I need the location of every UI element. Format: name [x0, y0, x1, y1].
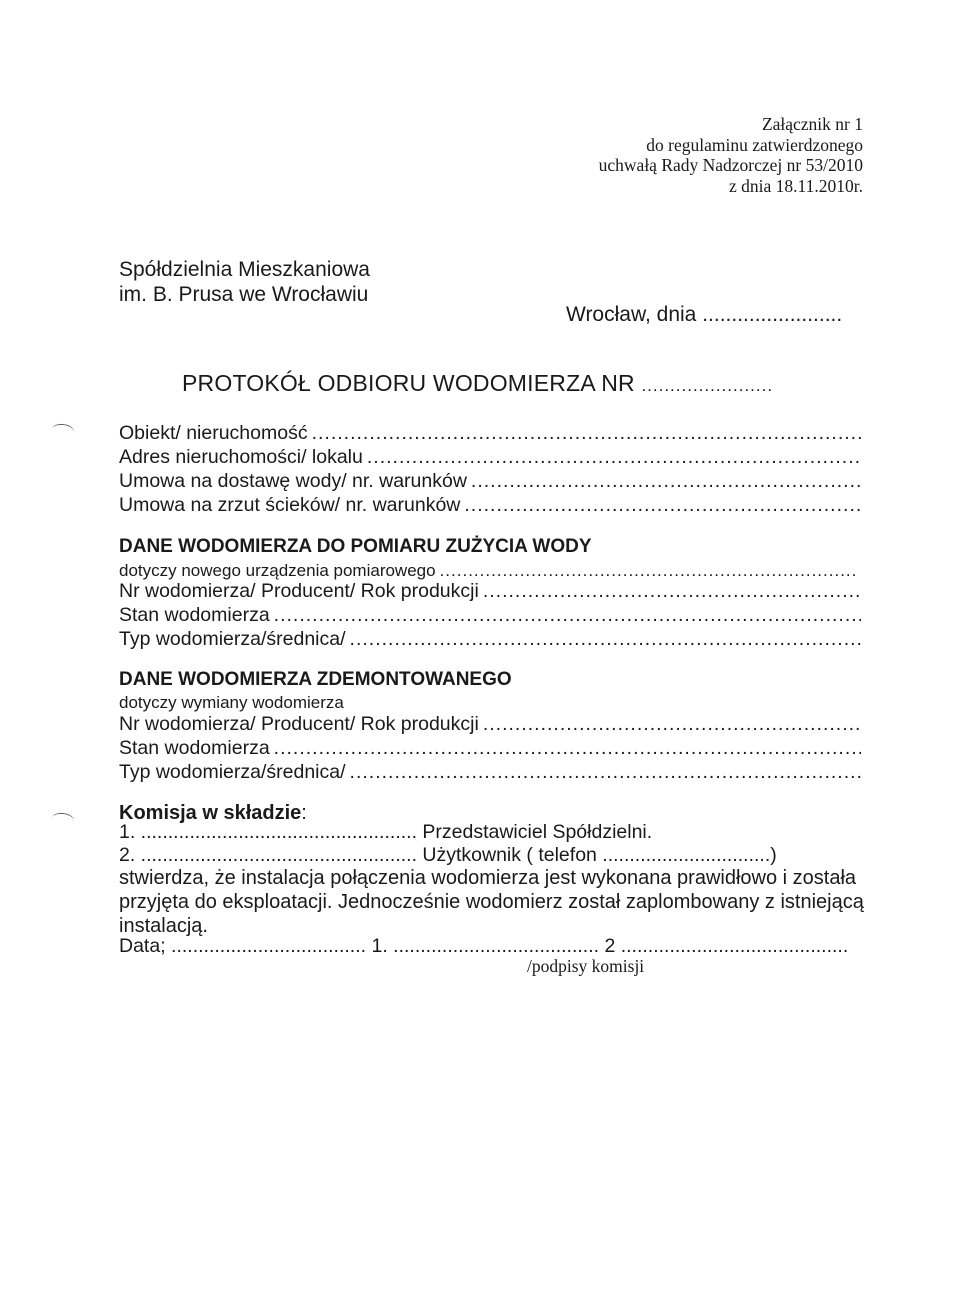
- annex-line-1: Załącznik nr 1: [761, 114, 863, 134]
- field-property: [119, 421, 861, 445]
- place-date-label: Wrocław, dnia: [566, 303, 697, 326]
- field-label: Stan wodomierza: [119, 604, 270, 626]
- annex-line-4: z dnia 18.11.2010r.: [729, 175, 863, 196]
- annex-line-3: uchwałą Rady Nadzorczej nr 53/2010: [598, 155, 863, 175]
- field-label: Nr wodomierza/ Producent/ Rok produkcji: [119, 713, 479, 735]
- field-dots: [274, 603, 861, 627]
- field-dots: [274, 736, 861, 760]
- field-dots: [440, 560, 855, 581]
- place-date-line: [566, 302, 842, 327]
- field-removed-meter-type: [119, 760, 861, 784]
- field-label: Umowa na dostawę wody/ nr. warunków: [119, 470, 467, 492]
- scan-mark-top: [51, 423, 75, 439]
- document-title-dots: .......................: [641, 376, 774, 395]
- field-label: Typ wodomierza/średnica/: [119, 628, 346, 650]
- field-dots: [471, 469, 861, 493]
- removed-meter-subtitle: dotyczy wymiany wodomierza: [119, 693, 344, 712]
- field-dots: [350, 760, 861, 784]
- annex-line-2: do regulaminu zatwierdzonego: [646, 134, 863, 155]
- field-label: Umowa na zrzut ścieków/ nr. warunków: [119, 494, 461, 516]
- field-dots: [464, 493, 861, 517]
- field-water-contract: [119, 469, 861, 493]
- field-dots: [367, 445, 861, 469]
- field-new-meter-reading: [119, 603, 861, 627]
- cooperative-address: im. B. Prusa we Wrocławiu: [119, 283, 369, 306]
- field-new-meter-type: [119, 627, 861, 651]
- signature-note: /podpisy komisji: [527, 956, 645, 976]
- field-label: Adres nieruchomości/ lokalu: [119, 446, 363, 468]
- field-address: [119, 445, 861, 469]
- field-label: Stan wodomierza: [119, 737, 270, 759]
- commission-member-2: 2. ................................................... Użytkownik ( telefon ...............................): [119, 844, 777, 866]
- document-title-text: PROTOKÓŁ ODBIORU WODOMIERZA NR: [182, 370, 635, 396]
- removed-meter-heading: DANE WODOMIERZA ZDEMONTOWANEGO: [119, 669, 512, 690]
- field-label: Nr wodomierza/ Producent/ Rok produkcji: [119, 580, 479, 602]
- cooperative-header: [119, 257, 370, 307]
- field-dots: [483, 579, 861, 603]
- field-dots: [312, 421, 861, 445]
- field-label: Typ wodomierza/średnica/: [119, 761, 346, 783]
- field-removed-meter-number: [119, 712, 861, 736]
- new-meter-subtitle-line: [119, 560, 861, 581]
- commission-heading-text: Komisja w składzie: [119, 802, 302, 824]
- field-new-meter-number: [119, 579, 861, 603]
- scan-mark-bottom: [51, 812, 75, 828]
- field-dots: [483, 712, 861, 736]
- document-title: [182, 369, 773, 400]
- field-sewage-contract: [119, 493, 861, 517]
- statement-paragraph: stwierdza, że instalacja połączenia wodomierza jest wykonana prawidłowo i została przyjęta do eksploatacji. Jednocześnie wodomierz został zaplombowany z istniejącą instalacją.: [119, 867, 864, 937]
- new-meter-subtitle: dotyczy nowego urządzenia pomiarowego: [119, 561, 436, 580]
- signature-line: Data; .................................... 1. ...................................... 2 ..........................................: [119, 935, 849, 957]
- field-removed-meter-reading: [119, 736, 861, 760]
- new-meter-heading: DANE WODOMIERZA DO POMIARU ZUŻYCIA WODY: [119, 536, 592, 557]
- commission-member-1: 1. ................................................... Przedstawiciel Spółdzielni.: [119, 821, 653, 843]
- place-date-dots: ........................: [702, 303, 843, 326]
- cooperative-name: Spółdzielnia Mieszkaniowa: [119, 258, 370, 281]
- commission-heading-colon: :: [301, 802, 307, 824]
- field-dots: [350, 627, 861, 651]
- annex-reference: [599, 114, 863, 196]
- field-label: Obiekt/ nieruchomość: [119, 422, 308, 444]
